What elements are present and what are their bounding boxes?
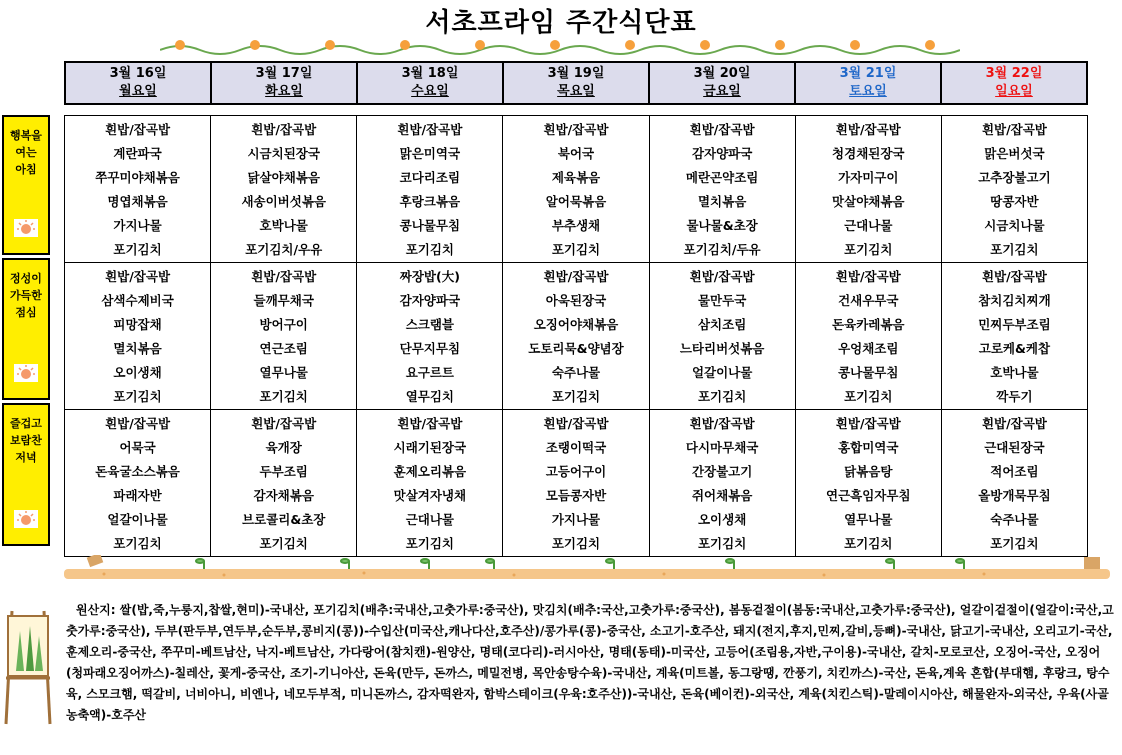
day-header-cell: 3월 18일 수요일 [357, 62, 503, 104]
menu-item: 흰밥/잡곡밥 [689, 122, 755, 137]
menu-row [65, 410, 1088, 557]
menu-item: 육개장 [265, 440, 302, 455]
menu-item: 코다리조림 [399, 170, 461, 185]
meal-label-breakfast: 행복을 여는 아침 [2, 115, 50, 255]
easel-icon [2, 596, 54, 726]
menu-item: 포기김치 [990, 242, 1039, 257]
menu-item: 호박나물 [990, 365, 1039, 380]
menu-item: 포기김치/우유 [245, 242, 323, 257]
menu-item: 물만두국 [697, 293, 747, 308]
sun-icon [14, 364, 38, 382]
day-header-cell-sunday: 3월 22일 일요일 [941, 62, 1087, 104]
menu-item: 흰밥/잡곡밥 [835, 269, 901, 284]
menu-item: 포기김치 [844, 242, 893, 257]
menu-item: 고추장불고기 [978, 170, 1051, 185]
menu-item: 오징어야채볶음 [533, 317, 619, 332]
menu-item: 모듬콩자반 [545, 488, 607, 503]
menu-cell [357, 410, 503, 557]
menu-item: 고등어구이 [545, 464, 607, 479]
menu-item: 포기김치 [113, 242, 162, 257]
menu-item: 쥐어채볶음 [691, 488, 753, 503]
page-title: 서초프라임 주간식단표 [425, 8, 697, 38]
menu-item: 숙주나물 [551, 365, 601, 380]
menu-item: 청경채된장국 [832, 146, 905, 161]
day-header-cell: 3월 19일 목요일 [503, 62, 649, 104]
menu-row [65, 116, 1088, 263]
menu-item: 우엉채조림 [838, 341, 899, 356]
menu-item: 포기김치 [697, 536, 747, 551]
menu-item: 열무나물 [844, 512, 893, 527]
meal-label-dinner: 즐겁고 보람찬 저녁 [2, 403, 50, 546]
day-header-cell: 3월 20일 금요일 [649, 62, 795, 104]
menu-item: 숙주나물 [990, 512, 1039, 527]
menu-item: 콩나물무침 [838, 365, 899, 380]
menu-item: 흰밥/잡곡밥 [251, 122, 317, 137]
menu-item: 파래자반 [113, 488, 162, 503]
menu-item: 맑은버섯국 [984, 146, 1045, 161]
origin-notice [66, 600, 1116, 726]
menu-cell [65, 410, 211, 557]
menu-item: 아욱된장국 [545, 293, 607, 308]
menu-item: 흰밥/잡곡밥 [251, 416, 317, 431]
menu-cell [357, 116, 503, 263]
menu-item: 제육볶음 [551, 170, 601, 185]
menu-cell [795, 116, 941, 263]
menu-item: 흰밥/잡곡밥 [835, 122, 901, 137]
menu-item: 부추생채 [551, 218, 601, 233]
menu-item: 흰밥/잡곡밥 [397, 122, 463, 137]
menu-item: 포기김치/두유 [683, 242, 761, 257]
menu-item: 연근조림 [259, 341, 308, 356]
menu-item: 참치김치찌개 [978, 293, 1051, 308]
meal-label-lunch: 정성이 가득한 점심 [2, 258, 50, 400]
menu-item: 메란곤약조림 [685, 170, 759, 185]
menu-item: 맛살야채볶음 [832, 194, 905, 209]
menu-item: 스크램블 [405, 317, 454, 332]
flower-garland-icon [160, 38, 960, 56]
menu-item: 포기김치 [113, 536, 162, 551]
menu-item: 흰밥/잡곡밥 [689, 416, 755, 431]
menu-item: 흰밥/잡곡밥 [835, 416, 901, 431]
menu-item: 짜장밥(大) [399, 269, 460, 284]
menu-item: 멸치볶음 [697, 194, 747, 209]
origin-label: 원산지: [76, 603, 116, 617]
menu-item: 흰밥/잡곡밥 [105, 269, 171, 284]
menu-item: 시래기된장국 [393, 440, 467, 455]
menu-item: 건새우무국 [838, 293, 899, 308]
menu-item: 열무김치 [405, 389, 454, 404]
menu-cell [65, 116, 211, 263]
menu-item: 올방개묵무침 [978, 488, 1051, 503]
menu-item: 흰밥/잡곡밥 [981, 269, 1047, 284]
menu-item: 감자양파국 [691, 146, 753, 161]
menu-item: 어묵국 [119, 440, 156, 455]
sun-icon [14, 219, 38, 237]
menu-item: 흰밥/잡곡밥 [543, 122, 609, 137]
menu-cell [795, 410, 941, 557]
day-header-cell: 3월 16일 월요일 [65, 62, 211, 104]
menu-item: 포기김치 [259, 389, 308, 404]
menu-item: 단무지무침 [399, 341, 461, 356]
menu-item: 가지나물 [551, 512, 601, 527]
menu-item: 브로콜리&초장 [242, 512, 326, 527]
menu-item: 훈제오리볶음 [393, 464, 467, 479]
menu-item: 포기김치 [405, 242, 454, 257]
menu-item: 흰밥/잡곡밥 [105, 122, 171, 137]
menu-item: 알어묵볶음 [545, 194, 607, 209]
menu-item: 시금치나물 [984, 218, 1045, 233]
menu-item: 맑은미역국 [399, 146, 461, 161]
menu-item: 민찌두부조림 [978, 317, 1051, 332]
menu-item: 근대나물 [844, 218, 893, 233]
menu-item: 삼치조림 [697, 317, 747, 332]
menu-cell [211, 263, 357, 410]
menu-item: 흰밥/잡곡밥 [543, 416, 609, 431]
menu-item: 가지나물 [113, 218, 162, 233]
menu-cell [65, 263, 211, 410]
menu-item: 두부조림 [259, 464, 308, 479]
menu-item: 닭살야채볶음 [247, 170, 320, 185]
menu-item: 맛살겨자냉채 [393, 488, 467, 503]
menu-item: 닭볶음탕 [844, 464, 893, 479]
menu-item: 계란파국 [113, 146, 162, 161]
menu-item: 흰밥/잡곡밥 [689, 269, 755, 284]
menu-row [65, 263, 1088, 410]
menu-cell [503, 263, 649, 410]
menu-item: 흰밥/잡곡밥 [105, 416, 171, 431]
menu-item: 흰밥/잡곡밥 [981, 122, 1047, 137]
menu-item: 포기김치 [259, 536, 308, 551]
menu-item: 깍두기 [996, 389, 1033, 404]
menu-item: 쭈꾸미야채볶음 [95, 170, 180, 185]
menu-cell [503, 410, 649, 557]
origin-text: 쌀(밥,죽,누룽지,찹쌀,현미)-국내산, 포기김치(배추:국내산,고춧가루:중국산), 맛김치(배추:국산,고춧가루:중국산), 봄동겉절이(봄동:국내산,고춧가루:중국산), 얼갈이겉절이(얼갈이:국산,고춧가루:중국산), 두부(판두부,연두부,순두부,콩비지(콩))-수입산(미국산,캐나다산,호주산)/콩가루(콩)-중국산, 소고기-호주산, 돼지(전지,후지,민찌,갈비,등뼈)-국내산, 닭고기-국내산, 오리고기-국산, 훈제오리-중국산, 쭈꾸미-베트남산, 낙지-베트남산, 가다랑어(참치캔)-원양산, 명태(코다리)-러시아산, 명태(동태)-미국산, 고등어(조림용,자반,구이용)-국내산, 갈치-모로코산, 오징어-국산, 오징어(청파래오징어까스)-칠레산, 꽃게-중국산, 조기-기니아산, 돈육(만두, 돈까스, 메밀전병, 목안송탕수육)-국내산, 계육(미트볼, 동그랑땡, 깐풍기, 치킨까스)-국산, 돈육,계육 혼합(부대햄, 후랑크, 탕수육, 스모크햄, 떡갈비, 너비아니, 비엔나, 네모두부적, 미니돈까스, 감자떡완자, 함박스테이크(우육:호주산))-국내산, 돈육(베이컨)-외국산, 계육(치킨스틱)-말레이시아산, 해물완자-외국산, 우육(사골농축액)-호주산 [66, 603, 1114, 722]
menu-table [64, 115, 1088, 557]
menu-item: 포기김치 [551, 389, 601, 404]
menu-item: 흰밥/잡곡밥 [981, 416, 1047, 431]
menu-item: 포기김치 [844, 389, 893, 404]
menu-item: 적어조림 [990, 464, 1039, 479]
menu-item: 고로케&케찹 [978, 341, 1051, 356]
day-header-cell: 3월 17일 화요일 [211, 62, 357, 104]
menu-item: 콩나물무침 [399, 218, 461, 233]
menu-item: 도토리묵&양념장 [528, 341, 624, 356]
menu-item: 피망잡채 [113, 317, 162, 332]
menu-cell [795, 263, 941, 410]
menu-item: 후랑크볶음 [399, 194, 461, 209]
menu-item: 조랭이떡국 [545, 440, 607, 455]
menu-cell [941, 263, 1087, 410]
menu-item: 돈육굴소스볶음 [95, 464, 180, 479]
menu-item: 감자채볶음 [253, 488, 314, 503]
menu-item: 시금치된장국 [247, 146, 320, 161]
menu-item: 오이생채 [113, 365, 162, 380]
menu-item: 포기김치 [405, 536, 454, 551]
menu-item: 북어국 [557, 146, 595, 161]
menu-item: 땅콩자반 [990, 194, 1039, 209]
menu-item: 포기김치 [844, 536, 893, 551]
menu-cell [503, 116, 649, 263]
menu-item: 삼색수제비국 [101, 293, 174, 308]
menu-item: 느타리버섯볶음 [679, 341, 765, 356]
menu-item: 다시마무채국 [685, 440, 759, 455]
menu-item: 얼갈이나물 [691, 365, 753, 380]
menu-item: 명엽채볶음 [107, 194, 168, 209]
menu-cell [649, 263, 795, 410]
menu-cell [649, 410, 795, 557]
menu-item: 요구르트 [405, 365, 454, 380]
menu-item: 연근흑임자무침 [826, 488, 911, 503]
menu-item: 돈육카레볶음 [832, 317, 905, 332]
menu-cell [941, 116, 1087, 263]
sun-icon [14, 510, 38, 528]
menu-item: 흰밥/잡곡밥 [543, 269, 609, 284]
menu-cell [649, 116, 795, 263]
menu-item: 흰밥/잡곡밥 [251, 269, 317, 284]
menu-cell [211, 410, 357, 557]
sprout-row-icon [64, 555, 1110, 583]
menu-cell [357, 263, 503, 410]
menu-item: 포기김치 [697, 389, 747, 404]
menu-item: 포기김치 [113, 389, 162, 404]
day-header-cell-saturday: 3월 21일 토요일 [795, 62, 941, 104]
menu-item: 근대된장국 [984, 440, 1045, 455]
menu-item: 포기김치 [990, 536, 1039, 551]
menu-item: 근대나물 [405, 512, 454, 527]
menu-cell [941, 410, 1087, 557]
menu-item: 간장불고기 [691, 464, 753, 479]
menu-item: 열무나물 [259, 365, 308, 380]
menu-item: 감자양파국 [399, 293, 461, 308]
menu-item: 가자미구이 [838, 170, 899, 185]
menu-item: 새송이버섯볶음 [241, 194, 326, 209]
menu-item: 포기김치 [551, 536, 601, 551]
day-header [64, 61, 1088, 105]
menu-item: 홍합미역국 [838, 440, 899, 455]
menu-item: 멸치볶음 [113, 341, 162, 356]
menu-item: 방어구이 [259, 317, 308, 332]
menu-cell [211, 116, 357, 263]
menu-item: 호박나물 [259, 218, 308, 233]
menu-item: 흰밥/잡곡밥 [397, 416, 463, 431]
menu-item: 들깨무채국 [253, 293, 314, 308]
menu-item: 물나물&초장 [686, 218, 758, 233]
menu-item: 포기김치 [551, 242, 601, 257]
menu-item: 얼갈이나물 [107, 512, 168, 527]
menu-item: 오이생채 [697, 512, 747, 527]
